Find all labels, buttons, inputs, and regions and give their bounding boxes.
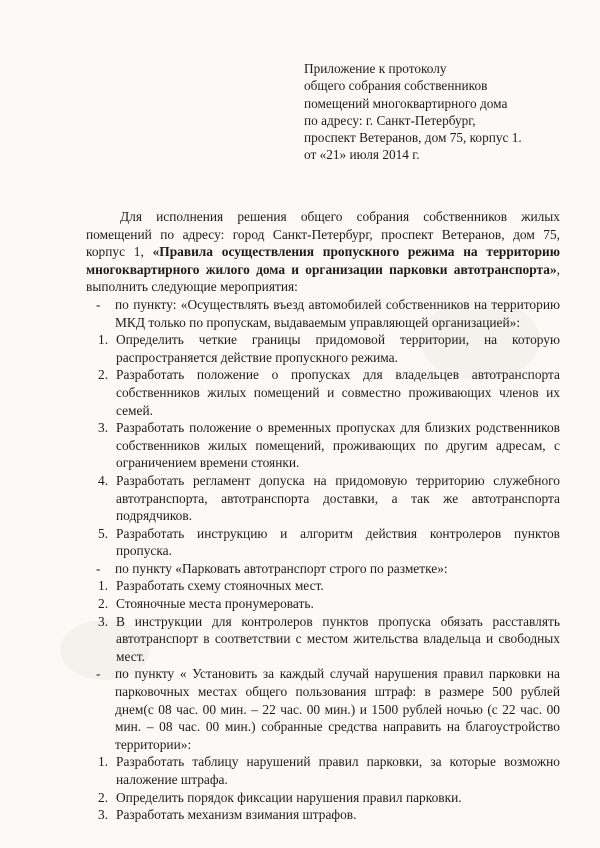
item-number: 1. <box>98 578 109 594</box>
numbered-list <box>86 753 560 823</box>
header-line: от «21» июля 2014 г. <box>304 147 420 163</box>
item-text: Разработать схему стояночных мест. <box>116 578 324 594</box>
item-number: 3. <box>98 420 109 436</box>
item-number: 5. <box>98 525 109 541</box>
appendix-header <box>304 60 574 164</box>
item-text: Разработать регламент допуска на придомовую территорию служебного автотранспорта, автотранспорта доставки, а так же автотранспорта подрядчиков. <box>116 472 560 524</box>
item-text: Разработать положение о пропусках для владельцев автотранспорта собственников жилых помещений и совместно проживающих членов их семей. <box>116 367 560 418</box>
item-text: Разработать инструкцию и алгоритм действия контролеров пунктов пропуска. <box>116 525 560 559</box>
dash-marker: - <box>96 560 101 576</box>
numbered-list <box>86 331 560 560</box>
item-number: 2. <box>98 789 109 805</box>
list-item <box>86 806 560 824</box>
list-item <box>86 613 560 666</box>
list-item <box>86 753 560 788</box>
item-number: 2. <box>98 596 109 612</box>
list-item <box>86 472 560 525</box>
list-item <box>86 577 560 595</box>
section-item <box>86 296 560 331</box>
section-item <box>86 665 560 753</box>
item-text: Разработать механизм взимания штрафов. <box>116 807 357 823</box>
dash-marker: - <box>96 296 101 312</box>
list-item <box>86 366 560 419</box>
list-item <box>86 419 560 472</box>
item-number: 3. <box>98 807 109 823</box>
item-text: Стояночные места пронумеровать. <box>116 596 314 612</box>
header-line: проспект Ветеранов, дом 75, корпус 1. <box>304 130 522 146</box>
item-number: 4. <box>98 472 109 488</box>
dash-marker: - <box>96 666 101 682</box>
item-text: Разработать таблицу нарушений правил парковки, за которые возможно наложение штрафа. <box>116 754 560 787</box>
item-text: Определить четкие границы придомовой территории, на которую распространяется действие пропускного режима. <box>116 332 560 365</box>
item-text: В инструкции для контролеров пунктов пропуска обязать расставлять автотранспорт в соответствии с местом жительства владельца и свободных мест. <box>116 613 560 664</box>
list-item <box>86 525 560 560</box>
list-item <box>86 595 560 613</box>
list-item <box>86 789 560 807</box>
item-number: 1. <box>98 332 109 348</box>
item-text: Разработать положение о временных пропусках для близких родственников собственников жилых помещений, проживающих по другим адресам, с ограничением времени стоянки. <box>116 420 560 471</box>
header-line: по адресу: г. Санкт-Петербург, <box>304 112 476 128</box>
header-line: общего собрания собственников <box>304 78 488 94</box>
item-text: Определить порядок фиксации нарушения правил парковки. <box>116 789 462 805</box>
list-item <box>86 331 560 366</box>
header-line: помещений многоквартирного дома <box>304 95 508 111</box>
document-body <box>86 208 560 824</box>
item-number: 2. <box>98 367 109 383</box>
section-text: по пункту « Установить за каждый случай нарушения правил парковки на парковочных местах общего пользования штраф: в размере 500 рублей днем(с 08 час. 00 мин. – 22 час. 00 мин.) и 1500 рублей ночью (с 22 час. 00 мин. – 08 час. 00 мин.) собранные средства направить на благоустройство территории»: <box>115 666 560 752</box>
section-text: по пункту: «Осуществлять въезд автомобилей собственников на территорию МКД только по пропускам, выдаваемым управляющей организацией»: <box>115 296 560 330</box>
intro-text: Для исполнения решения общего собрания собственников жилых помещений по адресу: город Санкт-Петербург, проспект Ветеранов, дом 75, корпус 1, <box>86 209 560 260</box>
section-text: по пункту «Парковать автотранспорт строго по разметке»: <box>115 560 448 576</box>
intro-bold-title: «Правила осуществления пропускного режима на территорию многоквартирного жилого дома и организации парковки автотранспорта» <box>86 244 560 277</box>
numbered-list <box>86 577 560 665</box>
item-number: 3. <box>98 613 109 629</box>
header-line: Приложение к протоколу <box>304 61 447 76</box>
item-number: 1. <box>98 754 109 770</box>
section-item <box>86 560 560 578</box>
intro-paragraph <box>86 208 560 296</box>
intro-text-end: , выполнить следующие мероприятия: <box>86 261 560 295</box>
